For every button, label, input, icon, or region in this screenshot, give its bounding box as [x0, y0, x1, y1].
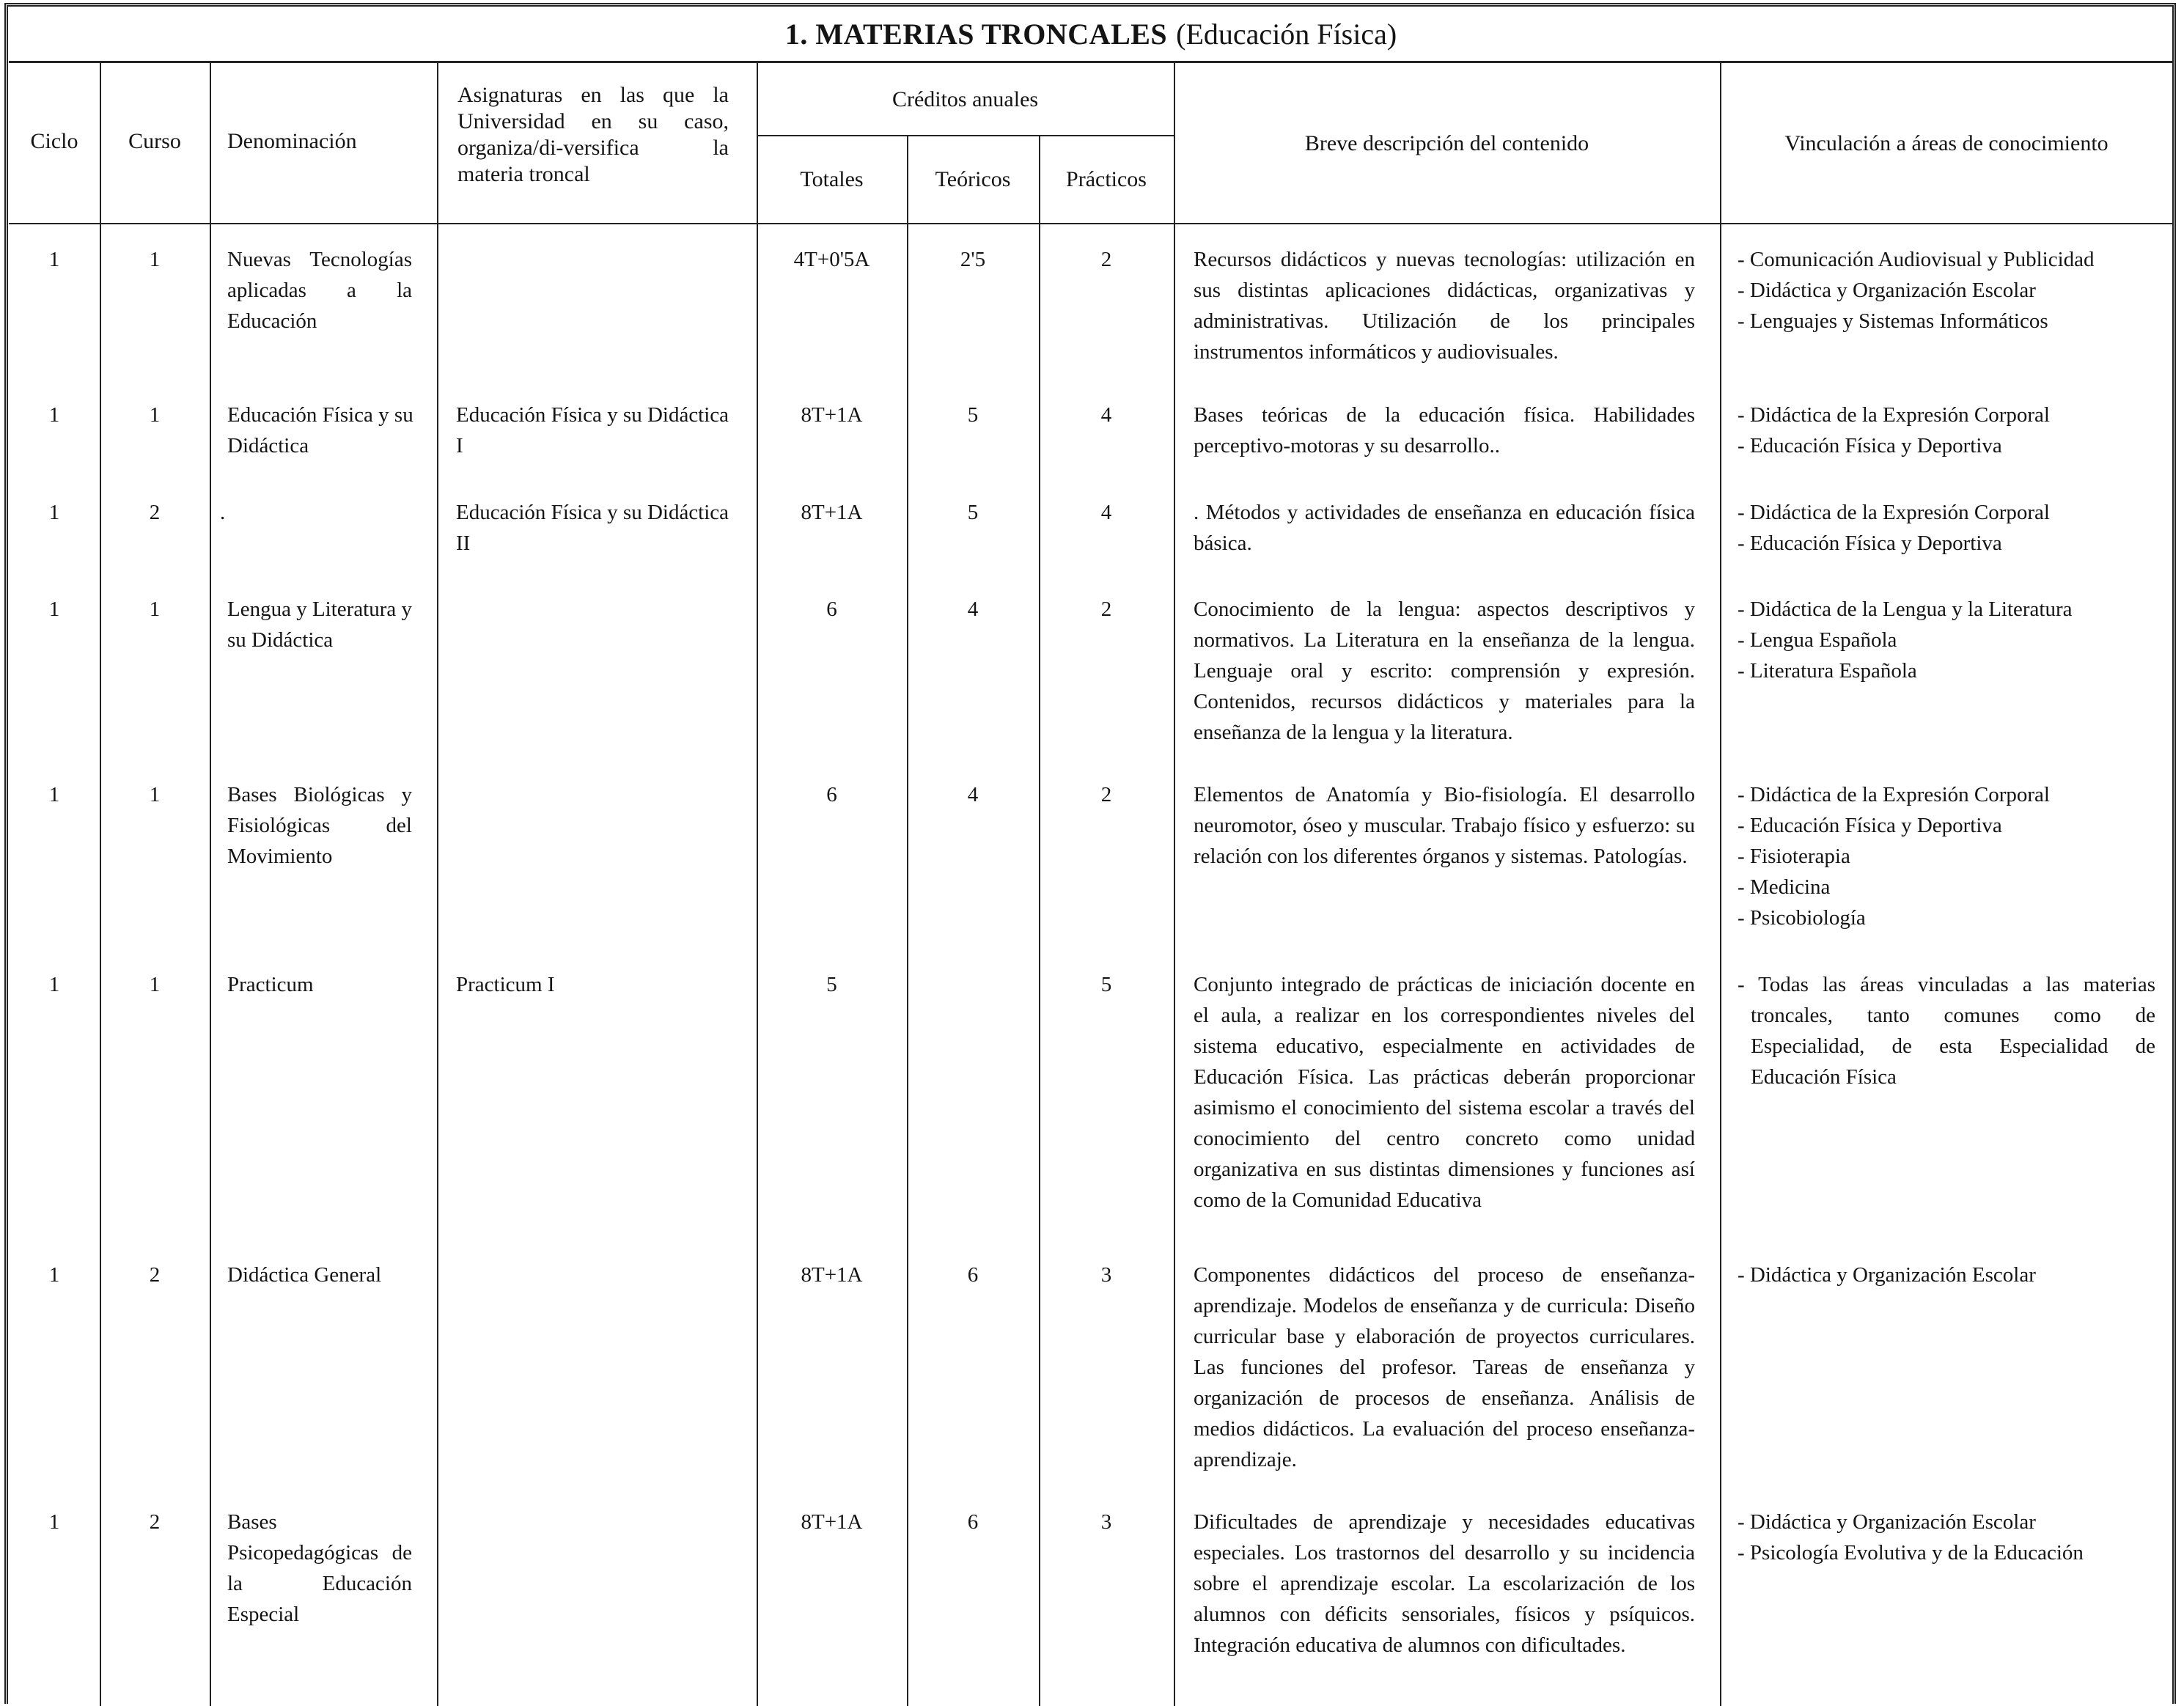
col-divider — [437, 63, 438, 1706]
cell-totales: 5 — [826, 973, 837, 996]
cell-curso: 2 — [149, 1263, 161, 1287]
cell-practicos: 5 — [1100, 973, 1112, 996]
area-item: - Didáctica y Organización Escolar — [1738, 1263, 2036, 1287]
cell-teoricos: 6 — [967, 1263, 979, 1287]
header-curso: Curso — [128, 129, 181, 153]
cell-ciclo: 1 — [48, 1263, 60, 1287]
area-item: - Didáctica de la Expresión Corporal — [1738, 783, 2050, 806]
area-item: - Educación Física y Deportiva — [1738, 434, 2002, 457]
col-divider — [757, 63, 758, 1706]
cell-ciclo: 1 — [48, 973, 60, 996]
cell-practicos: 3 — [1100, 1510, 1112, 1534]
header-asignaturas: Asignaturas en las que la Universidad en su caso, organiza/di-versifica la materia troncal — [457, 83, 729, 186]
area-item: - Didáctica y Organización Escolar — [1738, 1510, 2036, 1534]
cell-ciclo: 1 — [48, 248, 60, 271]
cell-descripcion: . Métodos y actividades de enseñanza en educación física básica. — [1194, 501, 1695, 555]
cell-practicos: 2 — [1100, 783, 1112, 806]
cell-ciclo: 1 — [48, 598, 60, 621]
table-title — [9, 7, 2173, 63]
cell-totales: 8T+1A — [801, 1263, 863, 1287]
area-item: - Educación Física y Deportiva — [1738, 532, 2002, 555]
area-item: - Literatura Española — [1738, 659, 1917, 683]
cell-denominacion: Bases Psicopedagógicas de la Educación Especial — [227, 1510, 412, 1626]
cell-descripcion: Recursos didácticos y nuevas tecnologías: utilización en sus distintas aplicaciones didácticas, organizativas y administrativas. Utilización de los principales instrumentos informáticos y audiovisuales. — [1194, 248, 1695, 364]
cell-totales: 8T+1A — [801, 501, 863, 524]
cell-practicos: 4 — [1100, 501, 1112, 524]
area-item: - Lenguajes y Sistemas Informáticos — [1738, 309, 2048, 333]
area-item: - Todas las áreas vinculadas a las materias troncales, tanto comunes como de Especialidad, de esta Especialidad de Educación Física — [1738, 973, 2155, 1089]
title-sub: (Educación Física) — [1176, 18, 1397, 51]
header-practicos: Prácticos — [1066, 167, 1147, 191]
cell-denominacion: Educación Física y su Didáctica — [227, 403, 413, 457]
cell-descripcion: Conocimiento de la lengua: aspectos descriptivos y normativos. La Literatura en la enseñanza de la lengua. Lenguaje oral y escrito: comprensión y expresión. Contenidos, recursos didácticos y materiales para la enseñanza de la lengua y la literatura. — [1194, 598, 1695, 744]
cell-totales: 6 — [826, 598, 837, 621]
cell-ciclo: 1 — [48, 403, 60, 427]
cell-descripcion: Elementos de Anatomía y Bio-fisiología. El desarrollo neuromotor, óseo y muscular. Trabajo físico y esfuerzo: su relación con los diferentes órganos y sistemas. Patologías. — [1194, 783, 1695, 868]
area-item: - Didáctica de la Expresión Corporal — [1738, 403, 2050, 427]
cell-denominacion: Nuevas Tecnologías aplicadas a la Educación — [227, 248, 412, 333]
col-divider — [1174, 63, 1175, 1706]
cell-totales: 6 — [826, 783, 837, 806]
cell-teoricos: 5 — [967, 403, 979, 427]
cell-asignaturas: Practicum I — [456, 973, 555, 996]
cell-descripcion: Conjunto integrado de prácticas de iniciación docente en el aula, a realizar en los correspondientes niveles del sistema educativo, especialmente en actividades de Educación Física. Las prácticas deberán proporcionar asimismo el conocimiento del sistema escolar a través del conocimiento del centro concreto como unidad organizativa en sus distintas dimensiones y funciones así como de la Comunidad Educativa — [1194, 973, 1695, 1212]
header-vinculacion: Vinculación a áreas de conocimiento — [1784, 131, 2108, 155]
title-main: 1. MATERIAS TRONCALES — [784, 18, 1168, 51]
cell-ciclo: 1 — [48, 1510, 60, 1534]
cell-teoricos: 6 — [967, 1510, 979, 1534]
col-divider — [210, 63, 211, 1706]
cell-asignaturas: Educación Física y su Didáctica I — [456, 403, 729, 457]
cell-totales: 4T+0'5A — [793, 248, 870, 271]
cell-vinculacion — [1738, 497, 2170, 559]
cell-teoricos: 4 — [967, 598, 979, 621]
header-bottom-line — [9, 223, 2173, 224]
cell-practicos: 2 — [1100, 248, 1112, 271]
area-item: - Medicina — [1738, 875, 1831, 899]
area-item: - Psicología Evolutiva y de la Educación — [1738, 1541, 2084, 1565]
cell-totales: 8T+1A — [801, 1510, 863, 1534]
cell-descripcion: Bases teóricas de la educación física. Habilidades perceptivo-motoras y su desarrollo.. — [1194, 403, 1695, 457]
cell-curso: 1 — [149, 973, 161, 996]
header-creditos: Créditos anuales — [891, 87, 1039, 111]
cell-denominacion: Practicum — [227, 973, 314, 996]
area-item: - Comunicación Audiovisual y Publicidad — [1738, 248, 2095, 271]
header-denominacion: Denominación — [227, 129, 357, 153]
cell-curso: 1 — [149, 403, 161, 427]
cell-vinculacion — [1738, 400, 2170, 461]
cell-vinculacion — [1738, 779, 2170, 933]
cell-ciclo: 1 — [48, 783, 60, 806]
cell-denominacion: Didáctica General — [227, 1263, 382, 1287]
col-divider — [1039, 135, 1040, 1706]
cell-denominacion: Bases Biológicas y Fisiológicas del Movimiento — [227, 783, 412, 868]
cell-curso: 2 — [149, 501, 161, 524]
cell-vinculacion — [1738, 969, 2155, 1092]
cell-denominacion: . — [220, 501, 226, 524]
cell-practicos: 3 — [1100, 1263, 1112, 1287]
col-divider — [907, 135, 908, 1706]
cell-vinculacion — [1738, 1260, 2170, 1290]
cell-vinculacion — [1738, 1507, 2170, 1568]
cell-curso: 1 — [149, 783, 161, 806]
col-divider — [1720, 63, 1721, 1706]
cell-denominacion: Lengua y Literatura y su Didáctica — [227, 598, 413, 652]
cell-asignaturas: Educación Física y su Didáctica II — [456, 501, 729, 555]
header-descripcion: Breve descripción del contenido — [1304, 131, 1589, 155]
cell-vinculacion — [1738, 244, 2170, 337]
cell-practicos: 2 — [1100, 598, 1112, 621]
creditos-divider — [757, 135, 1174, 136]
area-item: - Didáctica y Organización Escolar — [1738, 279, 2036, 302]
cell-vinculacion — [1738, 594, 2170, 686]
area-item: - Educación Física y Deportiva — [1738, 814, 2002, 837]
cell-teoricos: 4 — [967, 783, 979, 806]
cell-curso: 1 — [149, 248, 161, 271]
col-divider — [100, 63, 101, 1706]
cell-totales: 8T+1A — [801, 403, 863, 427]
area-item: - Fisioterapia — [1738, 845, 1850, 868]
cell-teoricos: 2'5 — [960, 248, 986, 271]
header-totales: Totales — [800, 167, 864, 191]
area-item: - Didáctica de la Lengua y la Literatura — [1738, 598, 2073, 621]
area-item: - Lengua Española — [1738, 628, 1897, 652]
cell-ciclo: 1 — [48, 501, 60, 524]
area-item: - Psicobiología — [1738, 906, 1866, 930]
cell-teoricos: 5 — [967, 501, 979, 524]
cell-curso: 1 — [149, 598, 161, 621]
header-teoricos: Teóricos — [935, 167, 1011, 191]
cell-practicos: 4 — [1100, 403, 1112, 427]
area-item: - Didáctica de la Expresión Corporal — [1738, 501, 2050, 524]
cell-descripcion: Componentes didácticos del proceso de enseñanza-aprendizaje. Modelos de enseñanza y de curricula: Diseño curricular base y elaboración de proyectos curriculares. Las funciones del profesor. Tareas de enseñanza y organización de procesos de enseñanza. Análisis de medios didácticos. La evaluación del proceso enseñanza-aprendizaje. — [1194, 1263, 1695, 1471]
header-ciclo: Ciclo — [30, 129, 78, 153]
cell-descripcion: Dificultades de aprendizaje y necesidades educativas especiales. Los trastornos del desarrollo y su incidencia sobre el aprendizaje escolar. La escolarización de los alumnos con déficits sensoriales, físicos y psíquicos. Integración educativa de alumnos con dificultades. — [1194, 1510, 1695, 1657]
cell-curso: 2 — [149, 1510, 161, 1534]
